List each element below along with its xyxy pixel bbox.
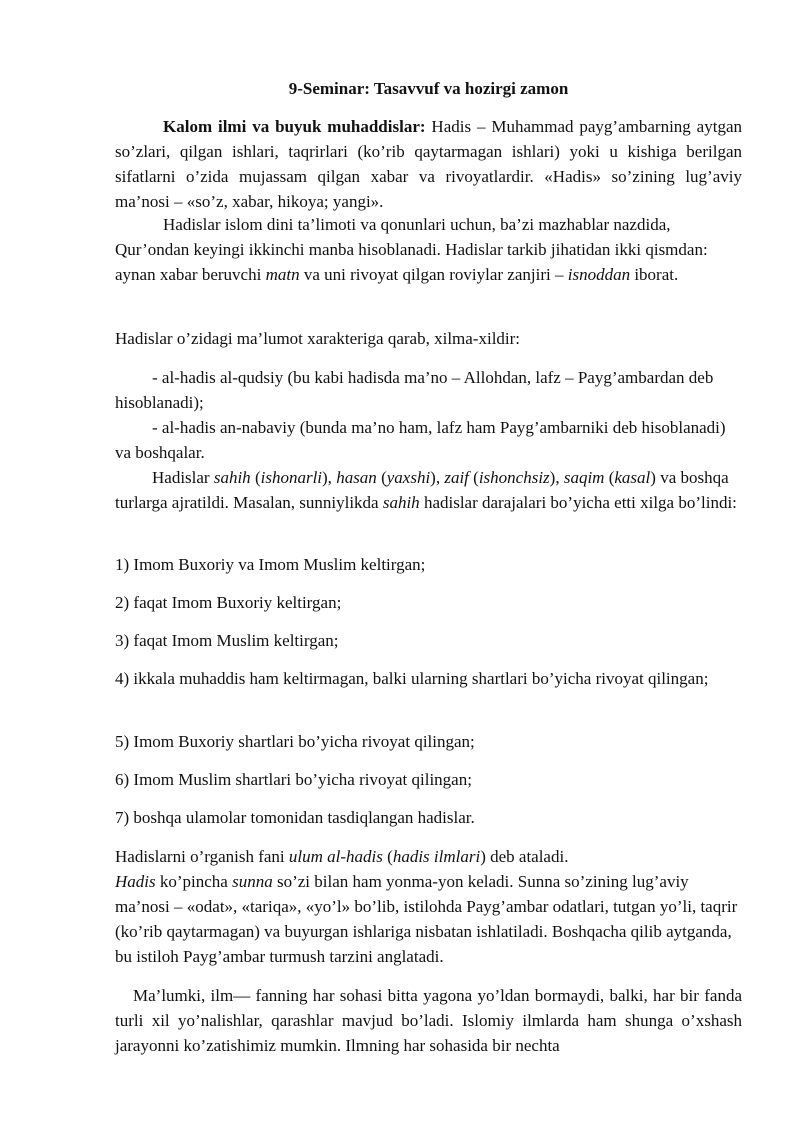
italic-term: ulum al-hadis bbox=[288, 847, 383, 866]
numbered-item: 3) faqat Imom Muslim keltirgan; bbox=[115, 631, 339, 650]
page-title: 9-Seminar: Tasavvuf va hozirgi zamon bbox=[288, 79, 569, 98]
text-run: ), bbox=[549, 468, 564, 487]
numbered-item: 7) boshqa ulamolar tomonidan tasdiqlangan hadislar. bbox=[115, 808, 475, 827]
dash-list-item: - al-hadis al-qudsiy (bu kabi hadisda ma’no – Allohdan, lafz – Payg’ambardan deb hisoblanadi); bbox=[115, 368, 714, 412]
text-run: ( bbox=[250, 468, 261, 487]
text-run: ( bbox=[468, 468, 479, 487]
text-run: ko’pincha bbox=[155, 872, 233, 891]
italic-term: saqim bbox=[563, 468, 605, 487]
numbered-item: 6) Imom Muslim shartlari bo’yicha rivoyat qilingan; bbox=[115, 770, 472, 789]
numbered-item: 5) Imom Buxoriy shartlari bo’yicha rivoyat qilingan; bbox=[115, 732, 475, 751]
text-run: iborat. bbox=[630, 265, 679, 284]
paragraph-types-intro: Hadislar o’zidagi ma’lumot xarakteriga qarab, xilma-xildir: bbox=[115, 329, 521, 348]
numbered-item: 1) Imom Buxoriy va Imom Muslim keltirgan; bbox=[115, 555, 426, 574]
text-run: va uni rivoyat qilgan roviylar zanjiri – bbox=[299, 265, 568, 284]
italic-term: matn bbox=[265, 265, 300, 284]
italic-term: hasan bbox=[336, 468, 377, 487]
paragraph-sunna bbox=[115, 869, 742, 969]
italic-term: sahih bbox=[382, 493, 420, 512]
text-run: hadislar darajalari bo’yicha etti xilga bo’lindi: bbox=[419, 493, 737, 512]
text-run: Hadislarni o’rganish fani bbox=[115, 847, 289, 866]
text-run: Hadislar islom dini ta’limoti va qonunlari uchun, ba’zi mazhablar nazdida, Qur’ondan keyingi ikkinchi manba hisoblanadi. Hadislar tarkib jihatidan ikki qismdan: aynan xabar beruvchi bbox=[115, 215, 708, 284]
text-run: ) deb ataladi. bbox=[480, 847, 569, 866]
text-run: ) va boshqa turlarga ajratildi. Masalan, sunniylikda bbox=[115, 468, 729, 512]
text-run: Hadislar bbox=[152, 468, 214, 487]
text-run: ( bbox=[382, 847, 393, 866]
dash-list-item: - al-hadis an-nabaviy (bunda ma’no ham, lafz ham Payg’ambarniki deb hisoblanadi) va boshqalar. bbox=[115, 418, 726, 462]
italic-term: yaxshi bbox=[386, 468, 431, 487]
text-run: ( bbox=[376, 468, 387, 487]
intro-bold-label: Kalom ilmi va buyuk muhaddislar: bbox=[163, 117, 426, 136]
paragraph-sources bbox=[115, 212, 742, 287]
numbered-item: 2) faqat Imom Buxoriy keltirgan; bbox=[115, 593, 342, 612]
text-run: ), bbox=[322, 468, 337, 487]
intro-paragraph bbox=[115, 114, 742, 214]
paragraph-classification bbox=[115, 465, 742, 515]
italic-term: ishonarli bbox=[260, 468, 323, 487]
text-run: ), bbox=[430, 468, 445, 487]
paragraph-closing: Ma’lumki, ilm— fanning har sohasi bitta yagona yo’ldan bormaydi, balki, har bir fanda turli xil yo’nalishlar, qarashlar mavjud bo’ladi. Islomiy ilmlarda ham shunga o’xshash jarayonni ko’zatishimiz mumkin. Ilmning har sohasida bir nechta bbox=[115, 986, 742, 1055]
italic-term: Hadis bbox=[115, 872, 156, 891]
italic-term: sahih bbox=[213, 468, 251, 487]
text-run: ( bbox=[604, 468, 615, 487]
intro-text: Hadis – Muhammad payg’ambarning aytgan so’zlari, qilgan ishlari, taqrirlari (ko’rib qaytarmagan ishlari) yoki u kishiga berilgan sifatlarni o’zida mujassam qilgan xabar va rivoyatlardir. «Hadis» so’zining lug’aviy ma’nosi – «so’z, xabar, hikoya; yangi». bbox=[115, 117, 742, 211]
italic-term: sunna bbox=[232, 872, 273, 891]
italic-term: hadis ilmlari bbox=[392, 847, 481, 866]
italic-term: kasal bbox=[614, 468, 651, 487]
paragraph-hadith-sciences bbox=[115, 844, 742, 869]
numbered-item: 4) ikkala muhaddis ham keltirmagan, balki ularning shartlari bo’yicha rivoyat qilingan; bbox=[115, 669, 709, 688]
italic-term: zaif bbox=[444, 468, 469, 487]
italic-term: ishonchsiz bbox=[478, 468, 550, 487]
text-run: so’zi bilan ham yonma-yon keladi. Sunna so’zining lug’aviy ma’nosi – «odat», «tariqa», «yo’l» bo’lib, istilohda Payg’ambar odatlari, tutgan yo’li, taqrir (ko’rib qaytarmagan) va buyurgan ishlariga nisbatan ishlatiladi. Boshqacha qilib aytganda, bu istiloh Payg’ambar turmush tarzini anglatadi. bbox=[115, 872, 738, 966]
italic-term: isnoddan bbox=[567, 265, 631, 284]
